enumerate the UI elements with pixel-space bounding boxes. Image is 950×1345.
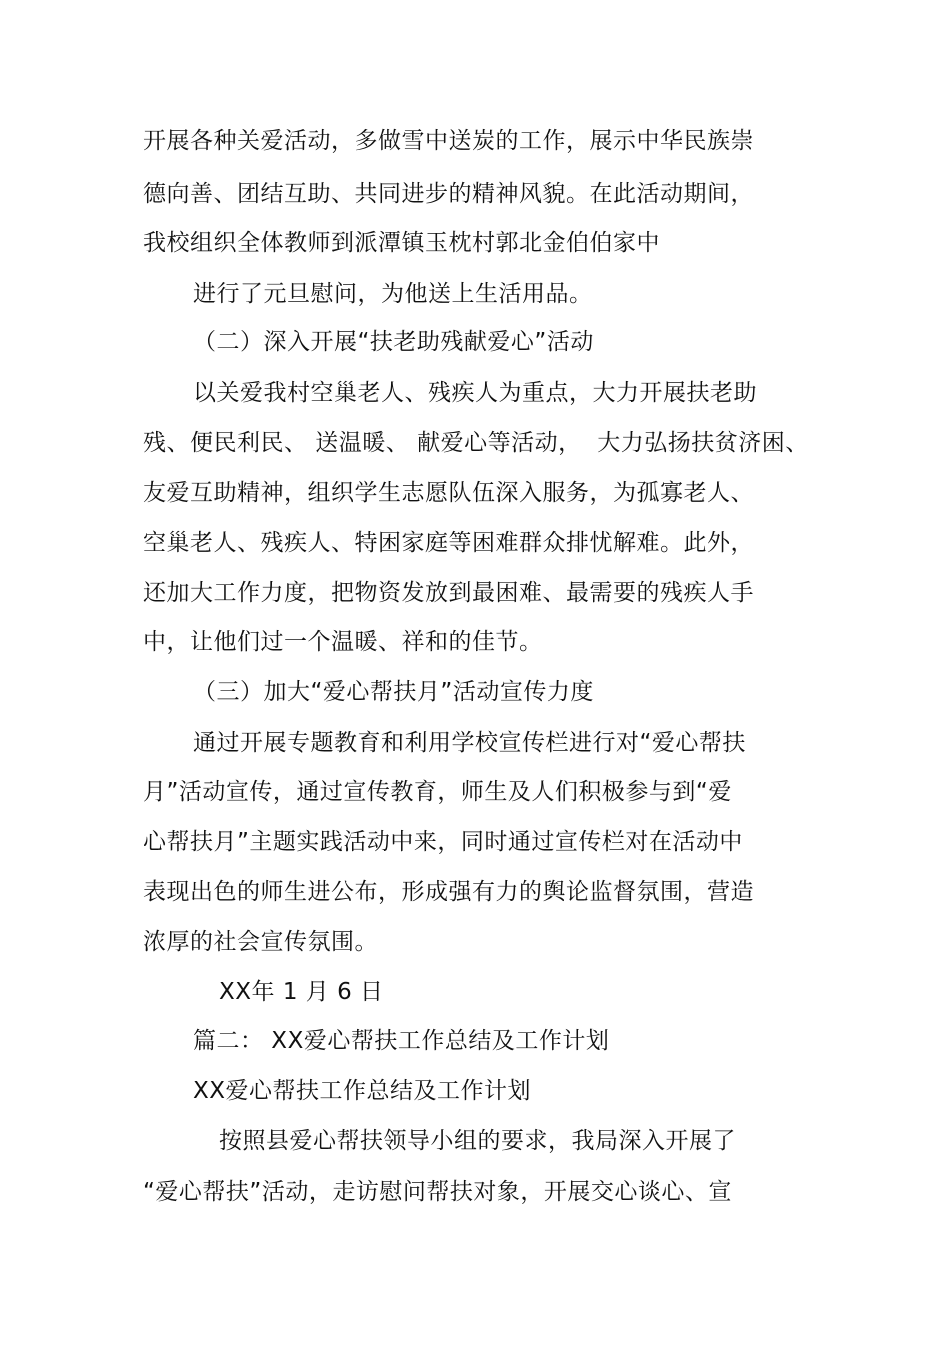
paragraph-line: 进行了元旦慰问，为他送上生活用品。: [193, 281, 593, 307]
paragraph-line: 我校组织全体教师到派潭镇玉枕村郭北金伯伯家中: [143, 230, 660, 256]
document-title: XX爱心帮扶工作总结及工作计划: [193, 1078, 532, 1104]
paragraph-line: 通过开展专题教育和利用学校宣传栏进行对“爱心帮扶: [193, 730, 746, 756]
paragraph-line: 还加大工作力度，把物资发放到最困难、最需要的残疾人手: [143, 580, 754, 606]
paragraph-line: 心帮扶月”主题实践活动中来，同时通过宣传栏对在活动中: [143, 829, 743, 855]
paragraph-line: 中，让他们过一个温暖、祥和的佳节。: [143, 629, 543, 655]
paragraph-line: 表现出色的师生进公布，形成强有力的舆论监督氛围，营造: [143, 879, 754, 905]
paragraph-line: 德向善、团结互助、共同进步的精神风貌。在此活动期间，: [143, 181, 754, 207]
paragraph-line: 浓厚的社会宣传氛围。: [143, 929, 378, 955]
paragraph-line: “爱心帮扶”活动，走访慰问帮扶对象，开展交心谈心、宣: [143, 1179, 732, 1205]
paragraph-line: 月”活动宣传，通过宣传教育，师生及人们积极参与到“爱: [143, 779, 732, 805]
paragraph-line: 友爱互助精神，组织学生志愿队伍深入服务，为孤寡老人、: [143, 480, 754, 506]
date-line: XX年 1 月 6 日: [219, 979, 384, 1005]
paragraph-line: 开展各种关爱活动，多做雪中送炭的工作，展示中华民族崇: [143, 128, 754, 154]
paragraph-line: 按照县爱心帮扶领导小组的要求，我局深入开展了: [219, 1128, 736, 1154]
section-heading: （三）加大“爱心帮扶月”活动宣传力度: [193, 679, 594, 705]
paragraph-line: 以关爱我村空巢老人、残疾人为重点，大力开展扶老助: [193, 380, 757, 406]
chapter-heading: 篇二： XX爱心帮扶工作总结及工作计划: [193, 1028, 610, 1054]
paragraph-line: 空巢老人、残疾人、特困家庭等困难群众排忧解难。此外，: [143, 530, 754, 556]
paragraph-line: 残、便民利民、 送温暖、 献爱心等活动， 大力弘扬扶贫济困、: [143, 430, 809, 456]
section-heading: （二）深入开展“扶老助残献爱心”活动: [193, 329, 594, 355]
